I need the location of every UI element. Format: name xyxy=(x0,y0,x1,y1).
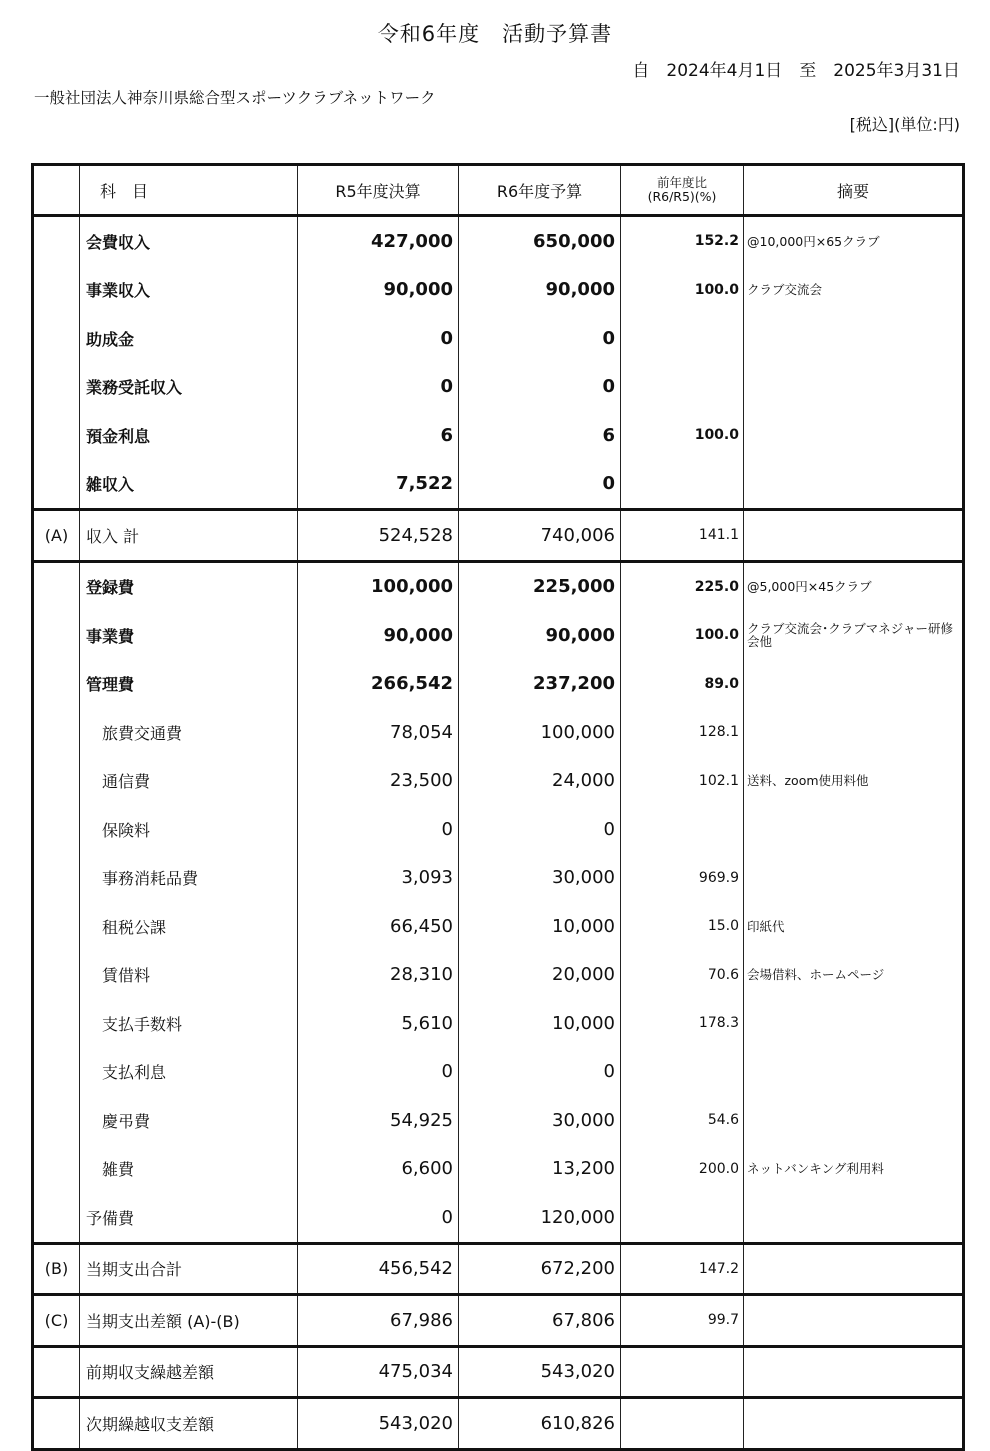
note-value xyxy=(744,363,964,412)
note-value xyxy=(744,1398,964,1450)
row-label: 前期収支繰越差額 xyxy=(80,1346,298,1398)
row-prefix xyxy=(33,314,80,363)
note-value: クラブ交流会 xyxy=(744,266,964,315)
row-label: 会費収入 xyxy=(80,216,298,266)
r5-value: 78,054 xyxy=(298,708,459,757)
item-header: 科 目 xyxy=(80,165,298,216)
row-label: 当期支出合計 xyxy=(80,1243,298,1295)
r5-value: 100,000 xyxy=(298,561,459,611)
row-prefix xyxy=(33,757,80,806)
row-prefix xyxy=(33,999,80,1048)
table-row xyxy=(33,1346,964,1398)
table-row xyxy=(33,1398,964,1450)
table-row xyxy=(33,757,964,806)
table-row xyxy=(33,1295,964,1347)
row-prefix xyxy=(33,951,80,1000)
row-label: 収入 計 xyxy=(80,510,298,562)
ratio-value: 54.6 xyxy=(621,1096,744,1145)
r5-value: 0 xyxy=(298,1048,459,1097)
ratio-value: 100.0 xyxy=(621,266,744,315)
row-prefix xyxy=(33,611,80,660)
ratio-value xyxy=(621,460,744,510)
row-label: 通信費 xyxy=(80,757,298,806)
r6-value: 24,000 xyxy=(459,757,621,806)
ratio-value xyxy=(621,805,744,854)
r5-value: 0 xyxy=(298,805,459,854)
r5-value: 0 xyxy=(298,314,459,363)
ratio-value: 15.0 xyxy=(621,902,744,951)
r6-value: 225,000 xyxy=(459,561,621,611)
ratio-value xyxy=(621,1193,744,1243)
note-value xyxy=(744,854,964,903)
r6-value: 610,826 xyxy=(459,1398,621,1450)
ratio-value: 128.1 xyxy=(621,708,744,757)
table-row xyxy=(33,902,964,951)
page-title: 令和6年度 活動予算書 xyxy=(377,22,613,46)
note-value xyxy=(744,1295,964,1347)
r6-value: 543,020 xyxy=(459,1346,621,1398)
ratio-value xyxy=(621,1048,744,1097)
note-value: @10,000円×65クラブ xyxy=(744,216,964,266)
r6-value: 100,000 xyxy=(459,708,621,757)
row-prefix xyxy=(33,561,80,611)
row-label: 租税公課 xyxy=(80,902,298,951)
r6-value: 740,006 xyxy=(459,510,621,562)
table-row xyxy=(33,1048,964,1097)
r6-value: 650,000 xyxy=(459,216,621,266)
r6-value: 67,806 xyxy=(459,1295,621,1347)
row-prefix: (A) xyxy=(33,510,80,562)
row-label: 支払手数料 xyxy=(80,999,298,1048)
ratio-value: 141.1 xyxy=(621,510,744,562)
r5-value: 266,542 xyxy=(298,660,459,709)
note-value xyxy=(744,805,964,854)
ratio-value xyxy=(621,314,744,363)
ratio-header-line1: 前年度比 xyxy=(656,175,707,190)
budget-table xyxy=(31,163,965,1451)
ratio-value: 969.9 xyxy=(621,854,744,903)
row-label: 預金利息 xyxy=(80,411,298,460)
row-prefix xyxy=(33,216,80,266)
r6-value: 10,000 xyxy=(459,999,621,1048)
table-row xyxy=(33,411,964,460)
ratio-header xyxy=(621,165,744,216)
note-value xyxy=(744,460,964,510)
row-label: 旅費交通費 xyxy=(80,708,298,757)
row-prefix xyxy=(33,708,80,757)
row-label: 登録費 xyxy=(80,561,298,611)
note-header: 摘要 xyxy=(744,165,964,216)
table-row xyxy=(33,660,964,709)
ratio-value: 99.7 xyxy=(621,1295,744,1347)
table-row xyxy=(33,460,964,510)
r6-value: 10,000 xyxy=(459,902,621,951)
row-prefix xyxy=(33,1346,80,1398)
r5-value: 0 xyxy=(298,363,459,412)
ratio-value: 102.1 xyxy=(621,757,744,806)
table-row xyxy=(33,611,964,660)
r6-value: 0 xyxy=(459,805,621,854)
row-prefix xyxy=(33,1398,80,1450)
row-prefix xyxy=(33,854,80,903)
ratio-value: 70.6 xyxy=(621,951,744,1000)
row-label: 業務受託収入 xyxy=(80,363,298,412)
row-prefix: (B) xyxy=(33,1243,80,1295)
r5-value: 6,600 xyxy=(298,1145,459,1194)
row-label: 慶弔費 xyxy=(80,1096,298,1145)
table-row xyxy=(33,1243,964,1295)
note-value: @5,000円×45クラブ xyxy=(744,561,964,611)
table-row xyxy=(33,216,964,266)
note-value: クラブ交流会･クラブマネジャー研修会他 xyxy=(744,611,964,660)
row-label: 雑費 xyxy=(80,1145,298,1194)
ratio-value xyxy=(621,1346,744,1398)
prefix-header xyxy=(33,165,80,216)
row-prefix xyxy=(33,902,80,951)
row-label: 雑収入 xyxy=(80,460,298,510)
ratio-value: 225.0 xyxy=(621,561,744,611)
table-row xyxy=(33,951,964,1000)
row-label: 次期繰越収支差額 xyxy=(80,1398,298,1450)
r6-value: 30,000 xyxy=(459,854,621,903)
r6-value: 30,000 xyxy=(459,1096,621,1145)
table-row xyxy=(33,999,964,1048)
r5-value: 90,000 xyxy=(298,266,459,315)
row-label: 事務消耗品費 xyxy=(80,854,298,903)
r5-value: 54,925 xyxy=(298,1096,459,1145)
note-value xyxy=(744,1193,964,1243)
note-value xyxy=(744,999,964,1048)
ratio-value: 200.0 xyxy=(621,1145,744,1194)
r6-value: 672,200 xyxy=(459,1243,621,1295)
header-row xyxy=(33,165,964,216)
unit-note: [税込](単位:円) xyxy=(849,115,960,134)
row-prefix xyxy=(33,1145,80,1194)
period: 自 2024年4月1日 至 2025年3月31日 xyxy=(632,61,960,81)
row-label: 助成金 xyxy=(80,314,298,363)
r5-value: 524,528 xyxy=(298,510,459,562)
r6-value: 0 xyxy=(459,363,621,412)
table-row xyxy=(33,510,964,562)
ratio-value: 152.2 xyxy=(621,216,744,266)
note-value: 会場借料、ホームページ xyxy=(744,951,964,1000)
r5-value: 5,610 xyxy=(298,999,459,1048)
row-label: 事業収入 xyxy=(80,266,298,315)
row-label: 保険料 xyxy=(80,805,298,854)
r5-header: R5年度決算 xyxy=(298,165,459,216)
table-row xyxy=(33,1193,964,1243)
r6-value: 0 xyxy=(459,314,621,363)
r5-value: 66,450 xyxy=(298,902,459,951)
ratio-value: 89.0 xyxy=(621,660,744,709)
ratio-value xyxy=(621,1398,744,1450)
r5-value: 7,522 xyxy=(298,460,459,510)
ratio-value xyxy=(621,363,744,412)
row-label: 賃借料 xyxy=(80,951,298,1000)
row-label: 管理費 xyxy=(80,660,298,709)
row-prefix xyxy=(33,363,80,412)
note-value xyxy=(744,1048,964,1097)
ratio-value: 147.2 xyxy=(621,1243,744,1295)
note-value xyxy=(744,411,964,460)
note-value: ネットバンキング利用料 xyxy=(744,1145,964,1194)
r6-value: 90,000 xyxy=(459,611,621,660)
r5-value: 456,542 xyxy=(298,1243,459,1295)
r6-value: 0 xyxy=(459,460,621,510)
r6-value: 90,000 xyxy=(459,266,621,315)
r6-value: 13,200 xyxy=(459,1145,621,1194)
r6-header: R6年度予算 xyxy=(459,165,621,216)
r5-value: 67,986 xyxy=(298,1295,459,1347)
table-row xyxy=(33,805,964,854)
r6-value: 20,000 xyxy=(459,951,621,1000)
note-value xyxy=(744,314,964,363)
row-prefix xyxy=(33,411,80,460)
r5-value: 427,000 xyxy=(298,216,459,266)
row-prefix xyxy=(33,1096,80,1145)
r6-value: 6 xyxy=(459,411,621,460)
note-value: 送料、zoom使用料他 xyxy=(744,757,964,806)
r5-value: 3,093 xyxy=(298,854,459,903)
table-row xyxy=(33,1145,964,1194)
r6-value: 120,000 xyxy=(459,1193,621,1243)
r5-value: 543,020 xyxy=(298,1398,459,1450)
row-prefix xyxy=(33,1048,80,1097)
ratio-value: 178.3 xyxy=(621,999,744,1048)
note-value xyxy=(744,510,964,562)
row-prefix xyxy=(33,266,80,315)
row-label: 予備費 xyxy=(80,1193,298,1243)
note-value xyxy=(744,1243,964,1295)
note-value: 印紙代 xyxy=(744,902,964,951)
table-row xyxy=(33,363,964,412)
row-prefix xyxy=(33,1193,80,1243)
row-prefix xyxy=(33,460,80,510)
organization-name: 一般社団法人神奈川県総合型スポーツクラブネットワーク xyxy=(34,89,436,107)
row-label: 支払利息 xyxy=(80,1048,298,1097)
row-label: 事業費 xyxy=(80,611,298,660)
note-value xyxy=(744,708,964,757)
table-row xyxy=(33,854,964,903)
ratio-value: 100.0 xyxy=(621,411,744,460)
r5-value: 23,500 xyxy=(298,757,459,806)
ratio-value: 100.0 xyxy=(621,611,744,660)
r5-value: 6 xyxy=(298,411,459,460)
ratio-header-line2: (R6/R5)(%) xyxy=(647,189,717,204)
row-prefix: (C) xyxy=(33,1295,80,1347)
table-row xyxy=(33,314,964,363)
table-row xyxy=(33,1096,964,1145)
table-row xyxy=(33,266,964,315)
note-value xyxy=(744,1346,964,1398)
r5-value: 475,034 xyxy=(298,1346,459,1398)
note-value xyxy=(744,1096,964,1145)
table-row xyxy=(33,561,964,611)
r5-value: 28,310 xyxy=(298,951,459,1000)
note-value xyxy=(744,660,964,709)
row-prefix xyxy=(33,805,80,854)
row-prefix xyxy=(33,660,80,709)
r5-value: 90,000 xyxy=(298,611,459,660)
r6-value: 0 xyxy=(459,1048,621,1097)
r6-value: 237,200 xyxy=(459,660,621,709)
r5-value: 0 xyxy=(298,1193,459,1243)
table-row xyxy=(33,708,964,757)
row-label: 当期支出差額 (A)-(B) xyxy=(80,1295,298,1347)
